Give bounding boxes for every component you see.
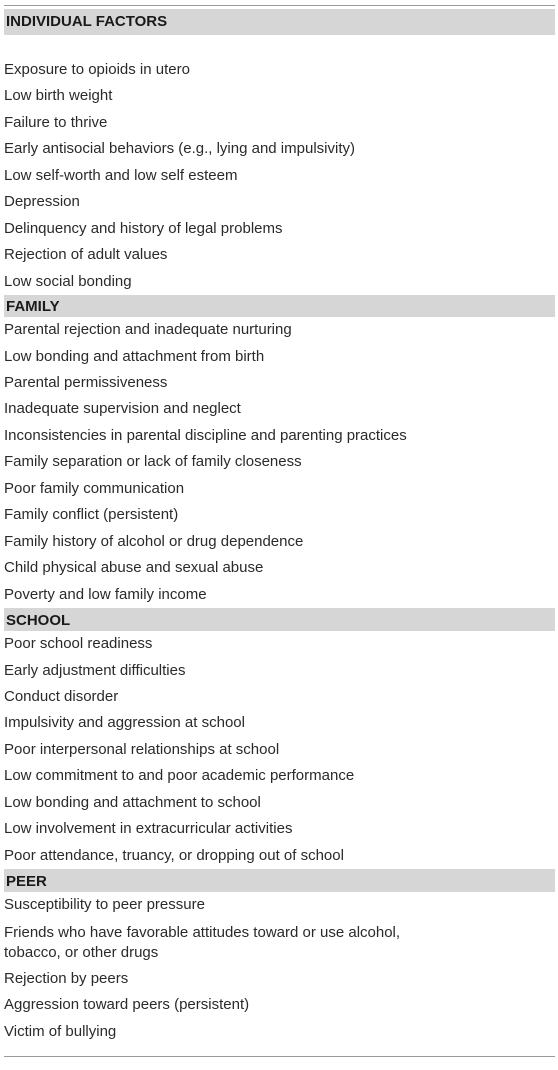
list-item: Family history of alcohol or drug dependence bbox=[4, 532, 304, 550]
list-item bbox=[4, 919, 555, 966]
list-item: Delinquency and history of legal problems bbox=[4, 219, 283, 237]
list-item: Poor attendance, truancy, or dropping out of school bbox=[4, 846, 344, 864]
list-item: Child physical abuse and sexual abuse bbox=[4, 559, 264, 577]
section-header-peer: PEER bbox=[4, 869, 555, 892]
table-bottom-rule bbox=[4, 1056, 555, 1057]
risk-factors-table bbox=[4, 5, 555, 1045]
list-item: Low involvement in extracurricular activities bbox=[4, 820, 293, 838]
section-header-individual: INDIVIDUAL FACTORS bbox=[4, 9, 555, 35]
list-item: Low social bonding bbox=[4, 272, 132, 290]
list-item: Poverty and low family income bbox=[4, 585, 207, 603]
list-item: Low bonding and attachment to school bbox=[4, 793, 261, 811]
section-header-school: SCHOOL bbox=[4, 608, 555, 631]
list-item-line: tobacco, or other drugs bbox=[4, 943, 159, 961]
list-item: Rejection of adult values bbox=[4, 246, 168, 264]
section-header-family: FAMILY bbox=[4, 295, 555, 317]
list-item: Inadequate supervision and neglect bbox=[4, 400, 241, 418]
list-item: Low self-worth and low self esteem bbox=[4, 166, 238, 184]
list-item: Early adjustment difficulties bbox=[4, 661, 186, 679]
section-individual-items bbox=[4, 35, 555, 295]
list-item: Inconsistencies in parental discipline and parenting practices bbox=[4, 426, 407, 444]
list-item: Parental rejection and inadequate nurturing bbox=[4, 321, 292, 339]
section-family-items bbox=[4, 317, 555, 608]
list-item: Poor family communication bbox=[4, 479, 185, 497]
list-item: Early antisocial behaviors (e.g., lying and impulsivity) bbox=[4, 140, 355, 158]
list-item: Low bonding and attachment from birth bbox=[4, 347, 265, 365]
list-item: Poor interpersonal relationships at school bbox=[4, 740, 280, 758]
list-item: Parental permissiveness bbox=[4, 373, 168, 391]
list-item: Impulsivity and aggression at school bbox=[4, 714, 245, 732]
list-item: Low commitment to and poor academic performance bbox=[4, 767, 355, 785]
list-item: Susceptibility to peer pressure bbox=[4, 896, 205, 914]
list-item: Family separation or lack of family closeness bbox=[4, 453, 302, 471]
list-item: Victim of bullying bbox=[4, 1022, 117, 1040]
list-item: Poor school readiness bbox=[4, 635, 153, 653]
list-item: Aggression toward peers (persistent) bbox=[4, 996, 250, 1014]
list-item: Low birth weight bbox=[4, 87, 113, 105]
list-item: Family conflict (persistent) bbox=[4, 506, 179, 524]
list-item: Conduct disorder bbox=[4, 687, 119, 705]
list-item: Depression bbox=[4, 193, 80, 211]
section-peer-items bbox=[4, 892, 555, 1045]
list-item: Rejection by peers bbox=[4, 969, 129, 987]
list-item: Failure to thrive bbox=[4, 113, 108, 131]
section-school-items bbox=[4, 631, 555, 869]
list-item: Exposure to opioids in utero bbox=[4, 61, 190, 78]
list-item-line: Friends who have favorable attitudes toward or use alcohol, bbox=[4, 923, 401, 941]
